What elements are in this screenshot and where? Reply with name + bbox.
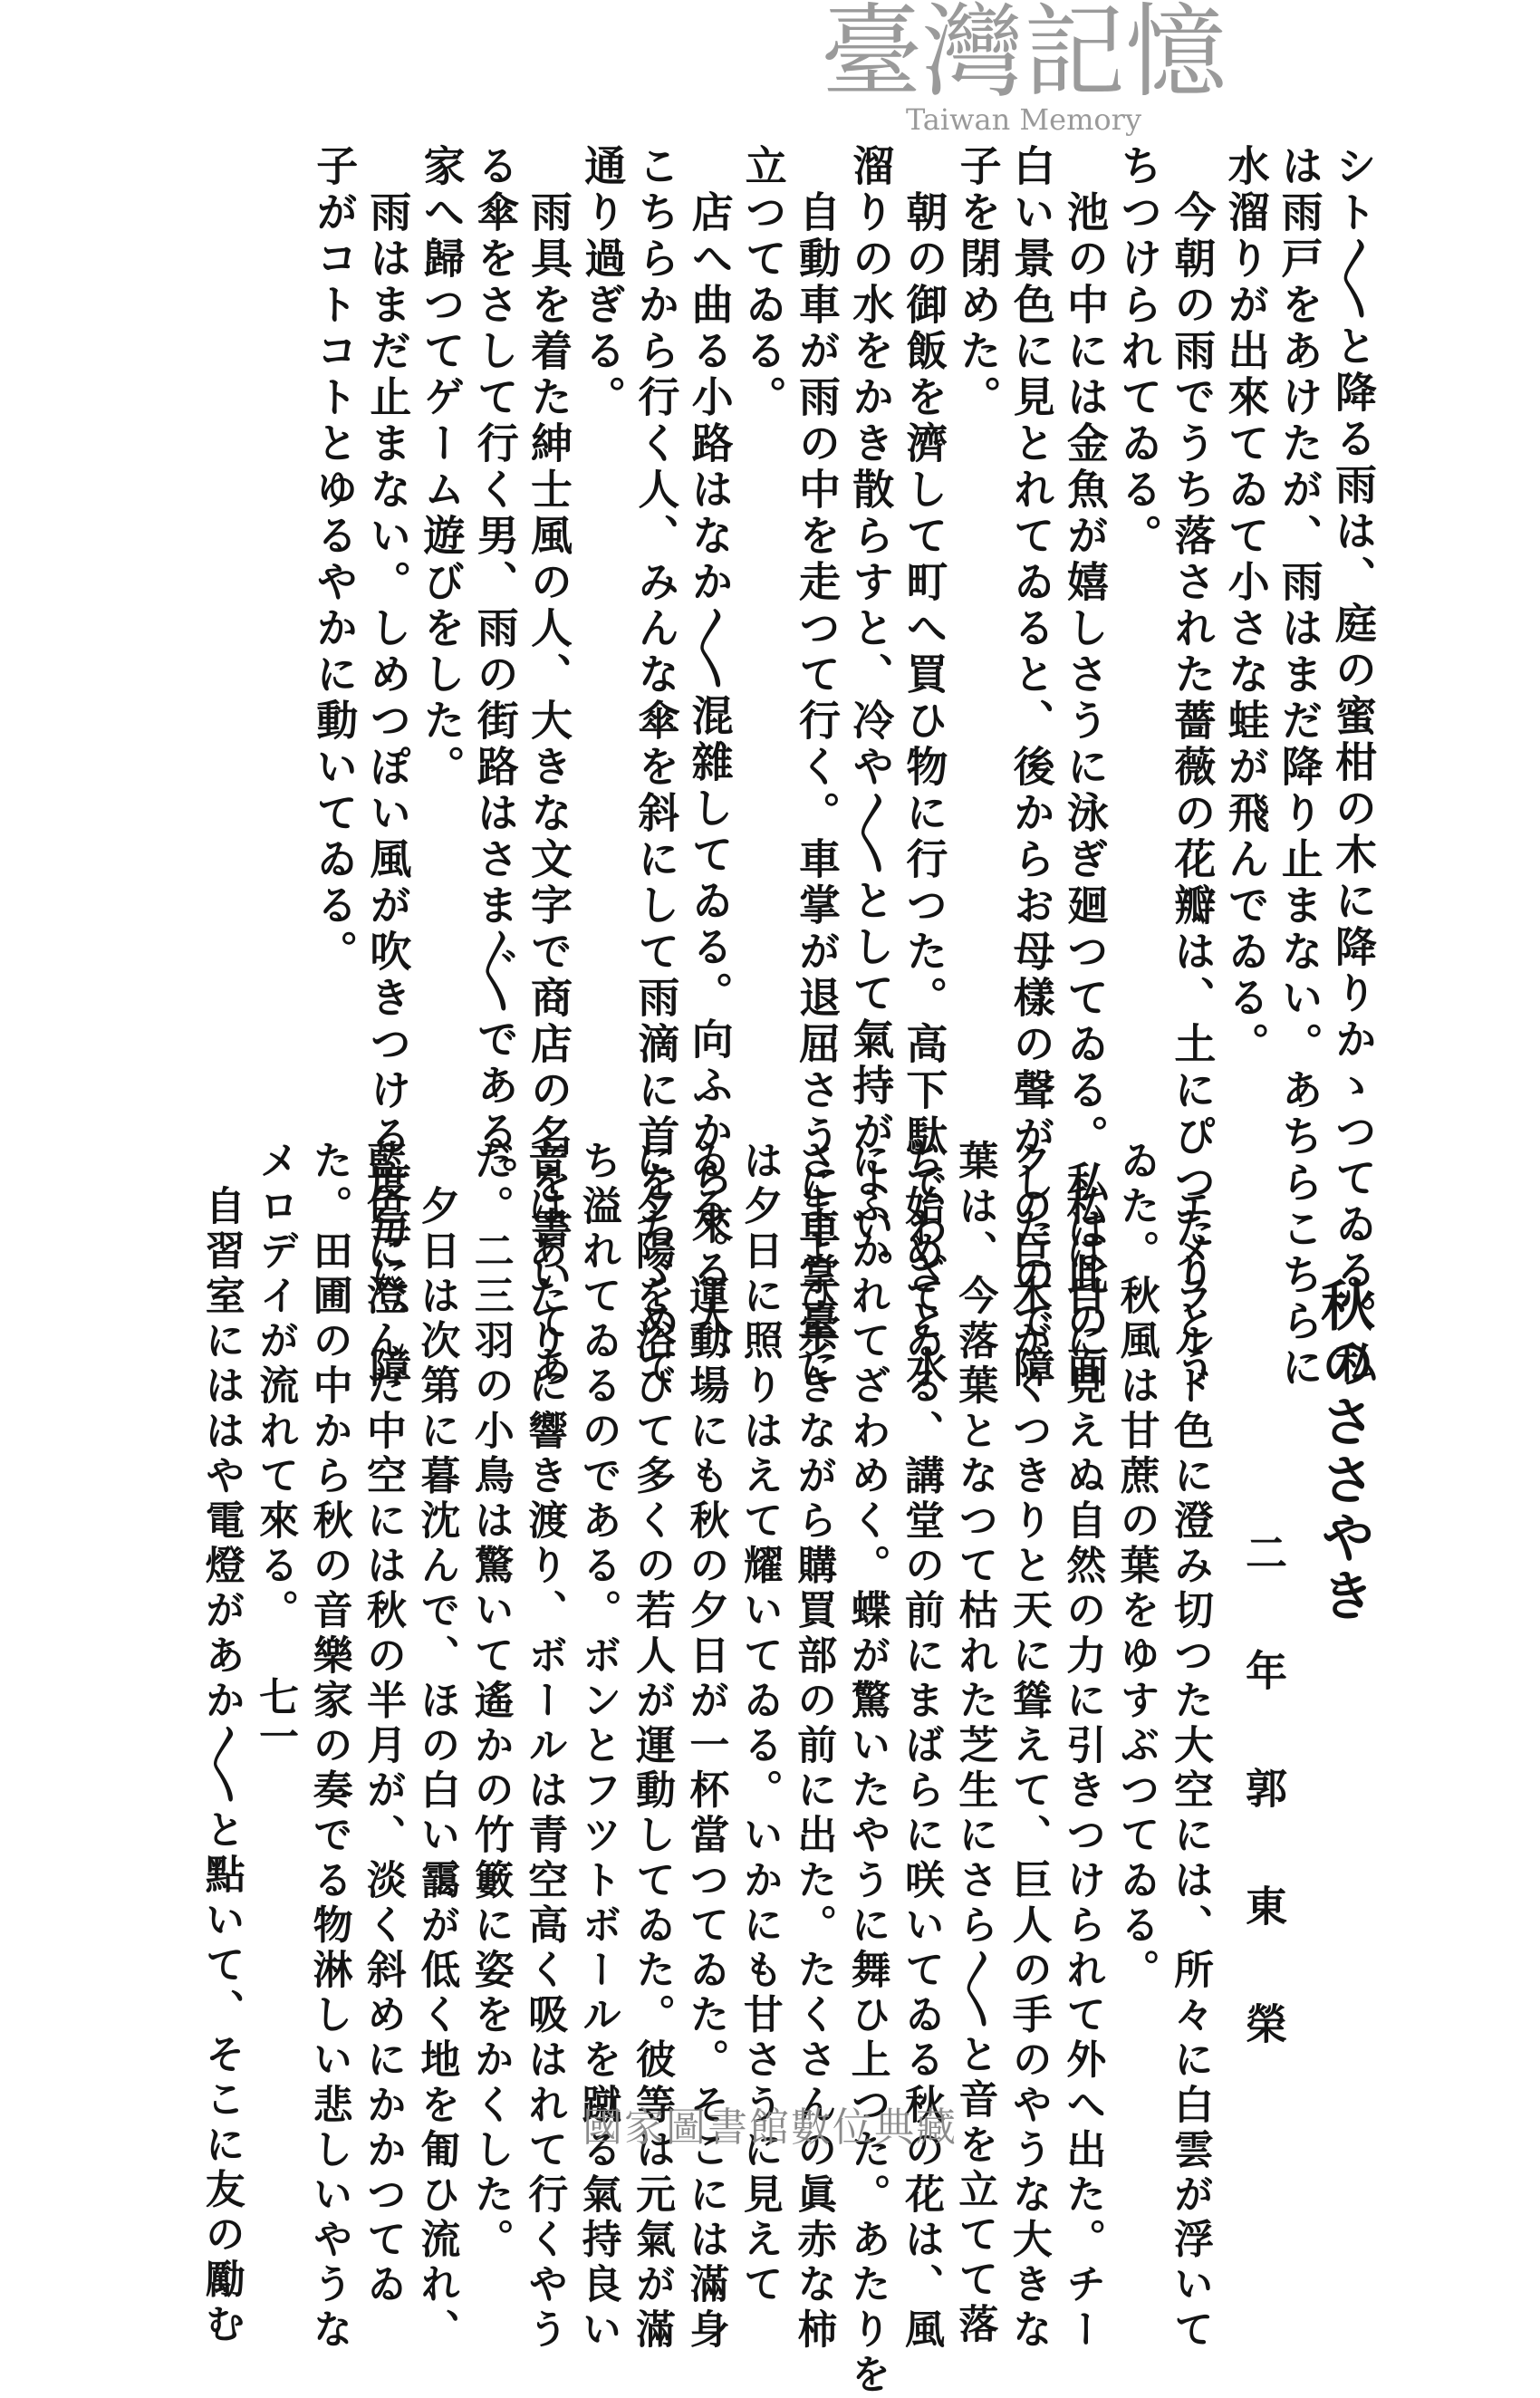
essay-text-column: に夕陽を浴びて多くの若人が運動してゐた。彼等は元氣が滿 [629,1140,675,2354]
essay-text-column: た。田圃の中から秋の音樂家の奏でる物淋しい悲しいやうな [305,1140,352,2354]
watermark-cjk: 臺灣記憶 [821,0,1227,111]
text-column: 自動車が雨の中を走つて行く。車掌が退屈さうに車掌臺に [793,144,842,1392]
text-column: こちらから行く人、みんな傘を斜にして雨滴に首をちゞめて [631,144,681,1392]
essay-text-column: 葉は、今落葉となつて枯れた芝生にさら〳〵と音を立てて落 [951,1140,998,2348]
essay-text-column: は夕日に照りはえて耀いてゐる。いかにも甘さうに見えて [736,1140,783,2308]
library-footer: 國家圖書館數位典藏 [582,2104,958,2151]
text-column: 水溜りが出來てゐて小さな蛙が飛んでゐる。 [1221,144,1271,1068]
essay-text-column: 夕日は次第に暮沈んで、ほの白い靄が低く地を匍ひ流れ、 [413,1140,460,2354]
text-column: 雨はまだ止まない。しめつぽい風が吹きつける度毎に、障 [363,144,413,1392]
text-column: 朝の御飯を濟して町へ買ひ物に行つた。高下駄でわざと水 [900,144,949,1392]
essay-title: 秋のささやき [1312,1277,1375,1625]
text-column: ちつけられてゐる。 [1114,144,1164,560]
text-column: 今朝の雨でうち落された薔薇の花瓣は、土にぴつたりとう [1168,144,1218,1392]
essay-text-column: ゐた。秋風は甘蔗の葉をゆすぶつてゐる。 [1112,1140,1160,1994]
essay-text-column: だ。二三羽の小鳥は驚いて遙かの竹籔に姿をかくした。 [467,1140,514,2263]
text-column: 家へ歸つてゲーム遊びをした。 [417,144,467,791]
text-column: は雨戸をあけたが、雨はまだ降り止まない。あちらこちらに [1275,144,1324,1392]
text-column: 池の中には金魚が嬉しさうに泳ぎ廻つてゐる。私は此の面 [1061,144,1110,1392]
essay-text-column: メロデイが流れて來る。 [252,1140,299,1634]
essay-text-column: ち始めてゐる、講堂の前にまばらに咲いてゐる秋の花は、風 [898,1140,944,2354]
essay-text-column: エメラルド色に澄み切つた大空には、所々に白雲が浮いて [1167,1140,1213,2354]
text-column: る傘をさして行く男、雨の街路はさま〴〵である。 [470,144,520,1202]
text-column: シト〳〵と降る雨は、庭の蜜柑の木に降りかゝつてゐる。私 [1329,144,1378,1387]
text-column: 立つてゐる。 [738,144,788,421]
text-column: 雨具を着た紳士風の人、大きな文字で商店の名を書いてあ [525,144,573,1392]
essay-text-column: 自習室にははや電燈があか〳〵と點いて、そこに友の勵む [197,1140,245,2348]
essay-text-column: さまよひ歩きながら購買部の前に出た。たくさんの眞赤な柿 [790,1140,837,2354]
essay-text-column: 私は目に見えぬ自然の力に引きつけられて外へ出た。チー [1059,1140,1106,2354]
text-column: 通り過ぎる。 [578,144,628,421]
essay-author: 二年郭東榮 [1239,1531,1288,2120]
essay-text-column: ち溢れてゐるのである。ボンとフツトボールを蹴る氣持良い [574,1140,621,2354]
text-column: 子を閉めた。 [953,144,1003,421]
watermark-en: Taiwan Memory [905,102,1142,137]
watermark-logo [806,0,1241,137]
essay-text-column: にふかれてざわめく。蝶が驚いたやうに舞ひ上つた。あたりを [843,1140,890,2398]
text-column: 白い景色に見とれてゐると、後からお母樣の聲がしたので障 [1006,144,1056,1392]
text-column: 店へ曲る小路はなか〳〵混雜してゐる。向ふから來る人、 [685,144,735,1387]
text-column: 溜りの水をかき散らすと、冷や〳〵として氣持がよい。 [846,144,896,1295]
text-column: 子がコトコトとゆるやかに動いてゐる。 [310,144,360,976]
essay-text-column: 藍色に澄んだ中空には秋の半月が、淡く斜めにかかつてゐ [360,1140,406,2308]
essay-text-column: ゐる。運動場にも秋の夕日が一杯當つてゐた。そこには滿身 [682,1140,729,2354]
essay-text-column: 音はあたりに響き渡り、ボールは青空高く吸はれて行くやう [521,1140,568,2354]
essay-text-column: クの巨木がくつきりと天に聳えて、巨人の手のやうな大きな [1005,1140,1052,2354]
page-number: 七一 [252,1676,298,1756]
